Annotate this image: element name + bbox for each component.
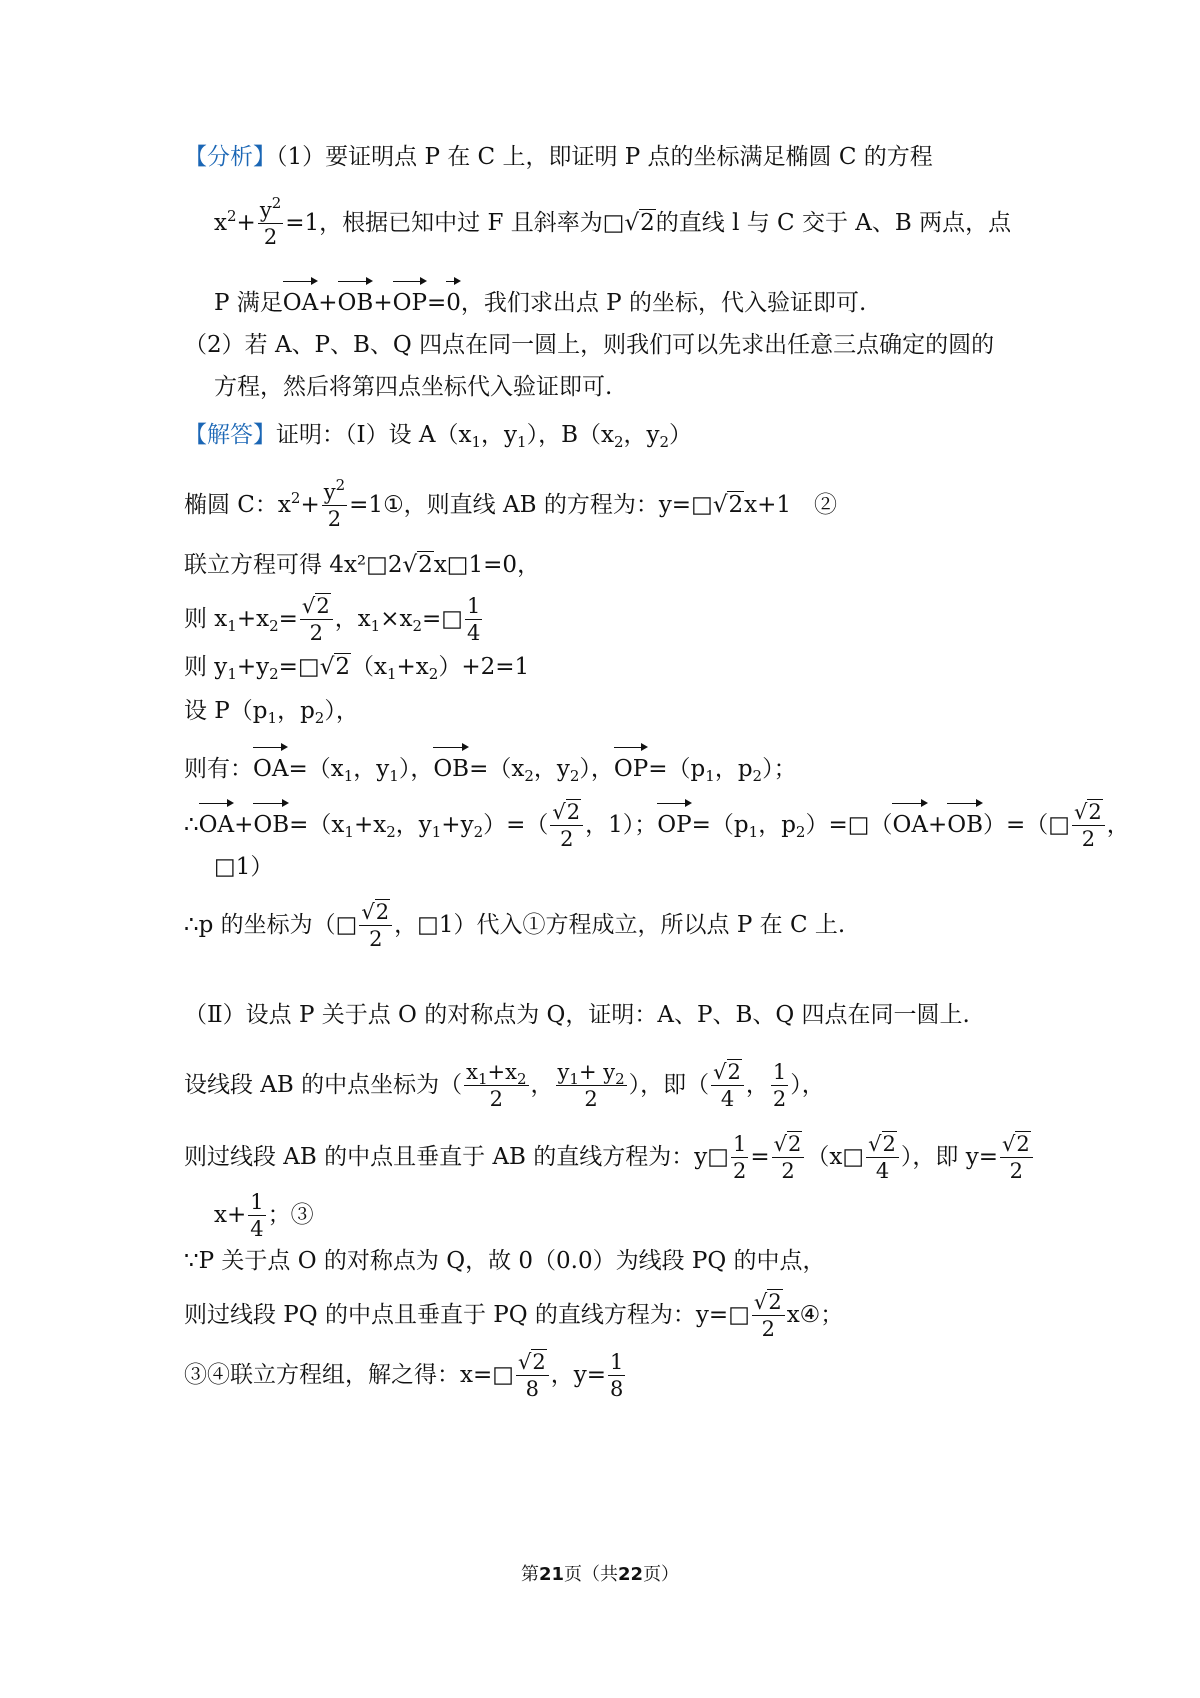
perp-ab-text-b: ），即 y= xyxy=(900,1144,998,1170)
part2-line-2: 设线段 AB 的中点坐标为（ $\frac{x_1+x_2}{2}$ ， $\frac{y_1+ y_2}{2}$ ），即（ $\frac{√2}{4}$ ， $\frac{1}{2}$ ）， xyxy=(184,1060,825,1111)
perp-pq-text-b: x④； xyxy=(786,1302,844,1328)
slope-value: □√2 xyxy=(602,210,655,236)
analysis-text-2b: 的直线 l 与 C 交于 A、B 两点，点 xyxy=(655,210,1012,236)
page-footer: 第21页（共22页） xyxy=(520,1564,680,1585)
ellipse-label: 椭圆 C： xyxy=(184,492,278,518)
joint-eq: 联立方程可得 4x² xyxy=(184,552,367,578)
answer-text-1: 证明：（Ⅰ）设 A（x xyxy=(276,422,472,448)
ellipse-equation: $x^2+$ $\frac{y^2}{2}$ =1 xyxy=(214,194,320,249)
answer-line-2: 椭圆 C：$x^2+$ $\frac{y^2}{2}$ =1①，则直线 AB 的方程为：y=□√2x+1 ② xyxy=(184,476,838,531)
analysis-line-5: 方程，然后将第四点坐标代入验证即可. xyxy=(214,374,613,400)
analysis-text-1: （1）要证明点 P 在 C 上，即证明 P 点的坐标满足椭圆 C 的方程 xyxy=(276,144,933,170)
answer-line-5: 则 $y_1+y_2=□√2(x_1+x_2)+2=1$ xyxy=(184,654,530,683)
sum-x: 则 x xyxy=(184,606,228,632)
therefore-2: ∴p 的坐标为（ xyxy=(184,912,336,938)
therefore-2b: 1）代入①方程成立，所以点 P 在 C 上. xyxy=(438,912,846,938)
line-ab-text-b: x+1 ② xyxy=(744,492,838,518)
eq-3-mark: ；③ xyxy=(267,1202,314,1228)
part2-line-5: ∵P 关于点 O 的对称点为 Q，故 0（0.0）为线段 PQ 的中点， xyxy=(184,1248,826,1274)
sum-y: 则 y xyxy=(184,654,228,680)
answer-line-4: 则 $x_1+x_2=$ $\frac{√2}{2}$ ，$x_1\times x_2=□$ $\frac{1}{4}$ xyxy=(184,594,481,645)
analysis-tag: 【分析】 xyxy=(184,144,276,170)
answer-line-8: $\therefore OA+OB=(x_1+x_2$，$y_1+y_2)=$（ $\frac{√2}{2}$ ，1）；$OP=(p_1$，$p_2)=□(OA+OB)=(□$ $\frac{√2}{2}$ ， xyxy=(184,800,1130,851)
answer-tag: 【解答】 xyxy=(184,422,276,448)
perp-ab-text: 则过线段 AB 的中点且垂直于 AB 的直线方程为：y xyxy=(184,1144,708,1170)
part2-line-4: x+ $\frac{1}{4}$ ；③ xyxy=(214,1190,314,1241)
perp-pq-text: 则过线段 PQ 的中点且垂直于 PQ 的直线方程为：y= xyxy=(184,1302,729,1328)
answer-line-9: □1） xyxy=(214,854,274,880)
line-ab-text: ①，则直线 AB 的方程为：y= xyxy=(383,492,692,518)
analysis-line-1 xyxy=(184,142,933,172)
midpoint-text-c: ）， xyxy=(790,1072,825,1098)
part2-line-7: ③④联立方程组，解之得：x=□ $\frac{√2}{8}$ ，y= $\frac{1}{8}$ xyxy=(184,1350,624,1401)
answer-line-3: 联立方程可得 4x²□2√2x□1=0， xyxy=(184,552,541,578)
part2-line-1: （Ⅱ）设点 P 关于点 O 的对称点为 Q，证明：A、P、B、Q 四点在同一圆上. xyxy=(184,1002,970,1028)
vectors-label: 则有： xyxy=(184,756,253,782)
analysis-line-4: （2）若 A、P、B、Q 四点在同一圆上，则我们可以先求出任意三点确定的圆的 xyxy=(184,332,995,358)
midpoint-text-b: ），即（ xyxy=(628,1072,710,1098)
answer-line-10: ∴p 的坐标为（□ $\frac{√2}{2}$ ，□1）代入①方程成立，所以点 P 在 C 上. xyxy=(184,900,846,951)
solution-text-b: ，y= xyxy=(550,1362,607,1388)
set-p: 设 P（p xyxy=(184,698,268,724)
midpoint-text: 设线段 AB 的中点坐标为（ xyxy=(184,1072,463,1098)
part2-line-3: 则过线段 AB 的中点且垂直于 AB 的直线方程为：y□ $\frac{1}{2}$ = $\frac{√2}{2}$ （x□ $\frac{√2}{4}$ ），即 y= $\frac{√2}{2}$ xyxy=(184,1134,1035,1182)
analysis-text-3b: ，我们求出点 P 的坐标，代入验证即可. xyxy=(460,290,867,316)
therefore-1: ∴ xyxy=(184,812,199,838)
solution-text: ③④联立方程组，解之得：x= xyxy=(184,1362,493,1388)
answer-line-6: 设 $P(p_1$，$p_2$）， xyxy=(184,698,359,727)
answer-line-7: 则有：$OA=(x_1$，$y_1$），$OB=(x_2$，$y_2$），$OP=(p_1$，$p_2$）； xyxy=(184,744,797,784)
part2-line-6: 则过线段 PQ 的中点且垂直于 PQ 的直线方程为：y=□ $\frac{√2}{2}$ x④； xyxy=(184,1290,844,1341)
analysis-text-3a: P 满足 xyxy=(214,290,283,316)
page-number: 21 xyxy=(538,1564,564,1585)
analysis-text-2a: ，根据已知中过 F 且斜率为 xyxy=(319,210,603,236)
analysis-line-2 xyxy=(214,194,1012,249)
answer-line-1: 【解答】证明：（Ⅰ）设 $A(x_1$，$y_1$），$B(x_2$，$y_2$） xyxy=(184,422,693,451)
joint-eq-b: x xyxy=(433,552,447,578)
vector-sum: OA+OB+OP=0 xyxy=(283,290,461,316)
page-total: 22 xyxy=(618,1564,644,1585)
analysis-line-3 xyxy=(214,278,866,318)
joint-eq-c: 1=0， xyxy=(468,552,541,578)
